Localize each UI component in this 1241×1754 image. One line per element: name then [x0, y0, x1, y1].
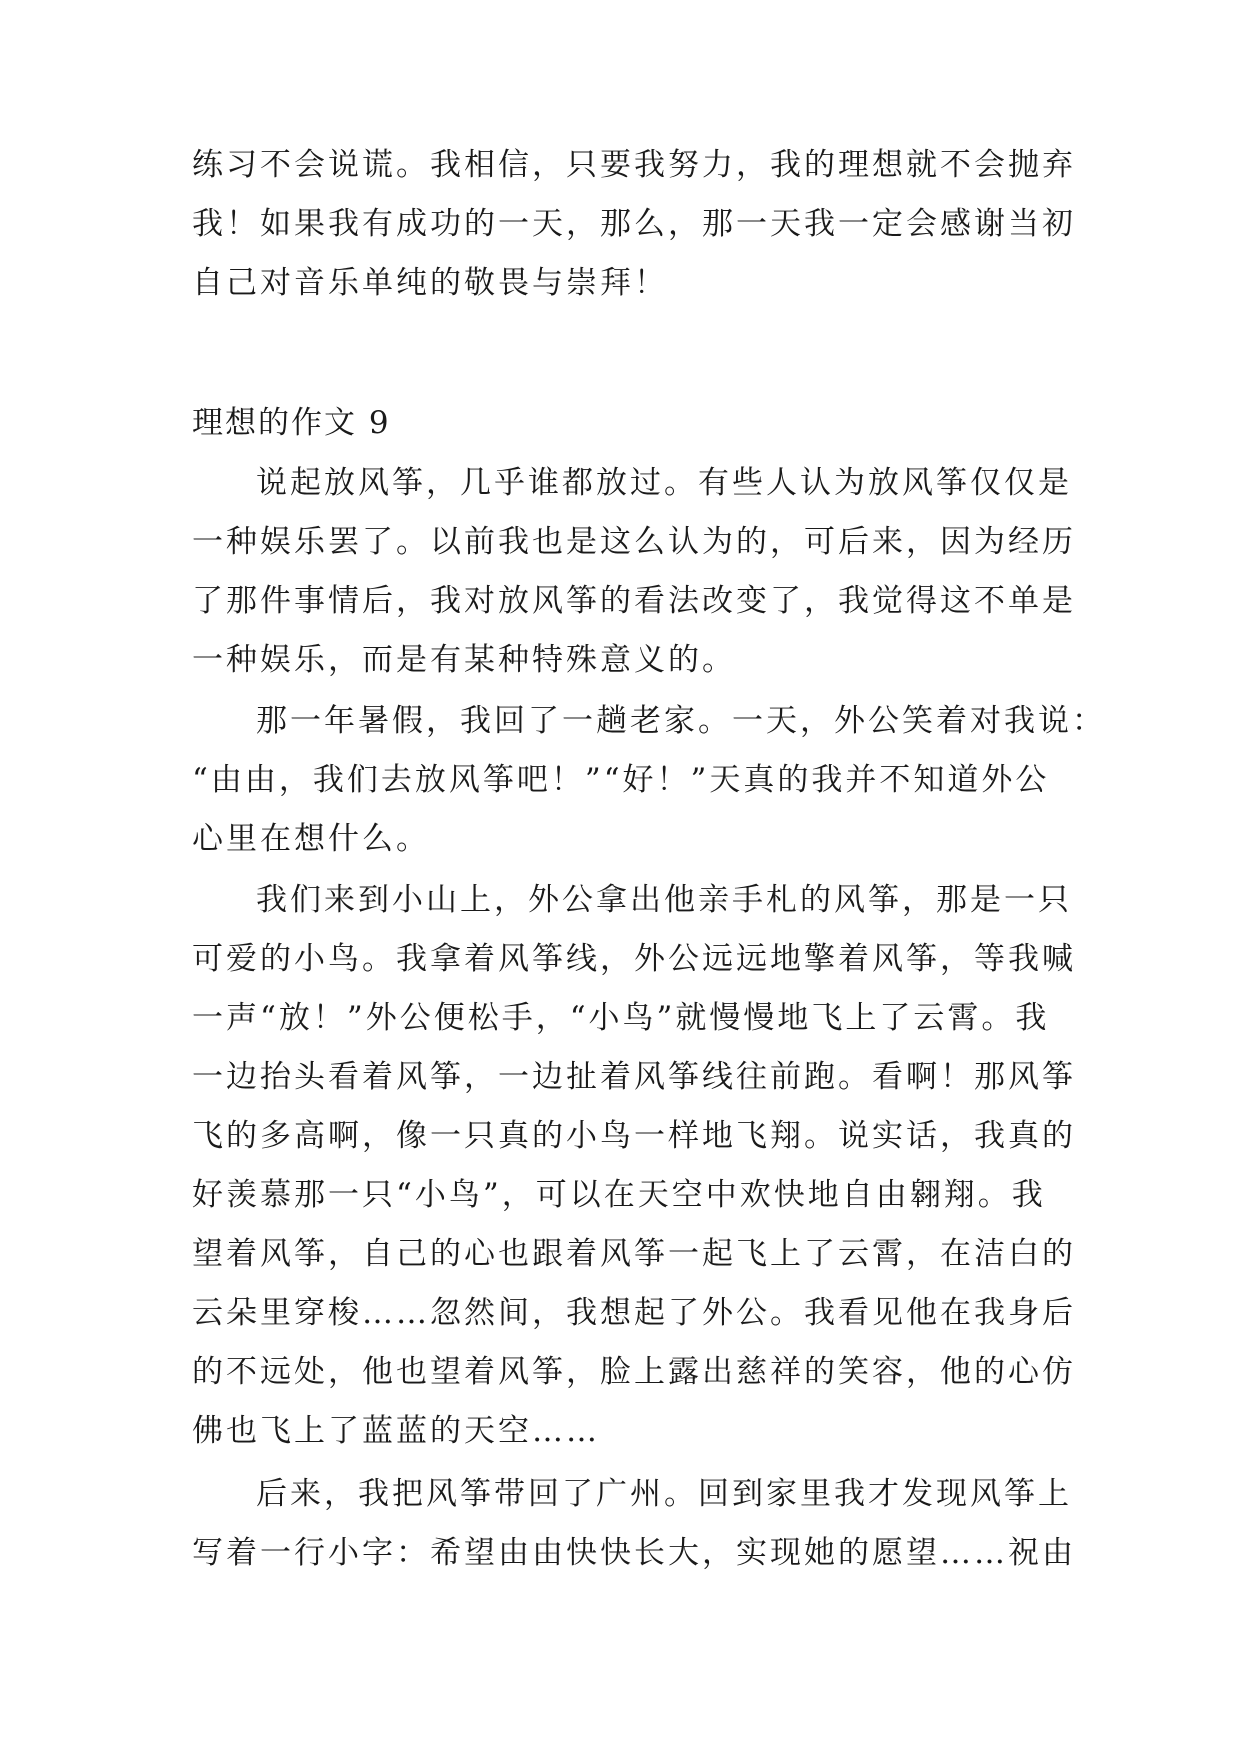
paragraph-line: 心里在想什么。: [192, 821, 430, 857]
paragraph-line: 一边抬头看着风筝，一边扯着风筝线往前跑。看啊！那风筝: [192, 1059, 1076, 1095]
paragraph-line: 佛也飞上了蓝蓝的天空……: [192, 1413, 600, 1449]
paragraph-line: 了那件事情后，我对放风筝的看法改变了，我觉得这不单是: [192, 583, 1076, 619]
essay-title: 理想的作文 9: [192, 405, 391, 441]
paragraph-line: 云朵里穿梭……忽然间，我想起了外公。我看见他在我身后: [192, 1295, 1076, 1331]
paragraph-line: 一声“放！”外公便松手，“小鸟”就慢慢地飞上了云霄。我: [192, 1000, 1050, 1036]
paragraph-line: 好羡慕那一只“小鸟”，可以在天空中欢快地自由翱翔。我: [192, 1177, 1046, 1213]
paragraph-line: 后来，我把风筝带回了广州。回到家里我才发现风筝上: [256, 1476, 1072, 1512]
paragraph-line: 那一年暑假，我回了一趟老家。一天，外公笑着对我说：: [256, 703, 1106, 739]
paragraph-line: 一种娱乐，而是有某种特殊意义的。: [192, 642, 736, 678]
essay-paragraph-1: [192, 454, 1076, 690]
paragraph-line: 写着一行小字：希望由由快快长大，实现她的愿望……祝由: [192, 1535, 1076, 1571]
paragraph-line: “由由，我们去放风筝吧！”“好！”天真的我并不知道外公: [192, 762, 1050, 798]
paragraph-line: 练习不会说谎。我相信，只要我努力，我的理想就不会抛弃: [192, 147, 1076, 183]
paragraph-line: 一种娱乐罢了。以前我也是这么认为的，可后来，因为经历: [192, 524, 1076, 560]
paragraph-line: 望着风筝，自己的心也跟着风筝一起飞上了云霄，在洁白的: [192, 1236, 1076, 1272]
essay-paragraph-4: [192, 1465, 1076, 1583]
essay-paragraph-3: [192, 871, 1076, 1461]
paragraph-line: 飞的多高啊，像一只真的小鸟一样地飞翔。说实话，我真的: [192, 1118, 1076, 1154]
paragraph-line: 我们来到小山上，外公拿出他亲手札的风筝，那是一只: [256, 882, 1072, 918]
paragraph-line: 的不远处，他也望着风筝，脸上露出慈祥的笑容，他的心仿: [192, 1354, 1076, 1390]
top-paragraph: [192, 136, 1076, 313]
paragraph-line: 自己对音乐单纯的敬畏与崇拜！: [192, 265, 668, 301]
paragraph-line: 说起放风筝，几乎谁都放过。有些人认为放风筝仅仅是: [256, 465, 1072, 501]
paragraph-line: 我！如果我有成功的一天，那么，那一天我一定会感谢当初: [192, 206, 1076, 242]
paragraph-line: 可爱的小鸟。我拿着风筝线，外公远远地擎着风筝，等我喊: [192, 941, 1076, 977]
essay-paragraph-2: [192, 692, 1106, 869]
